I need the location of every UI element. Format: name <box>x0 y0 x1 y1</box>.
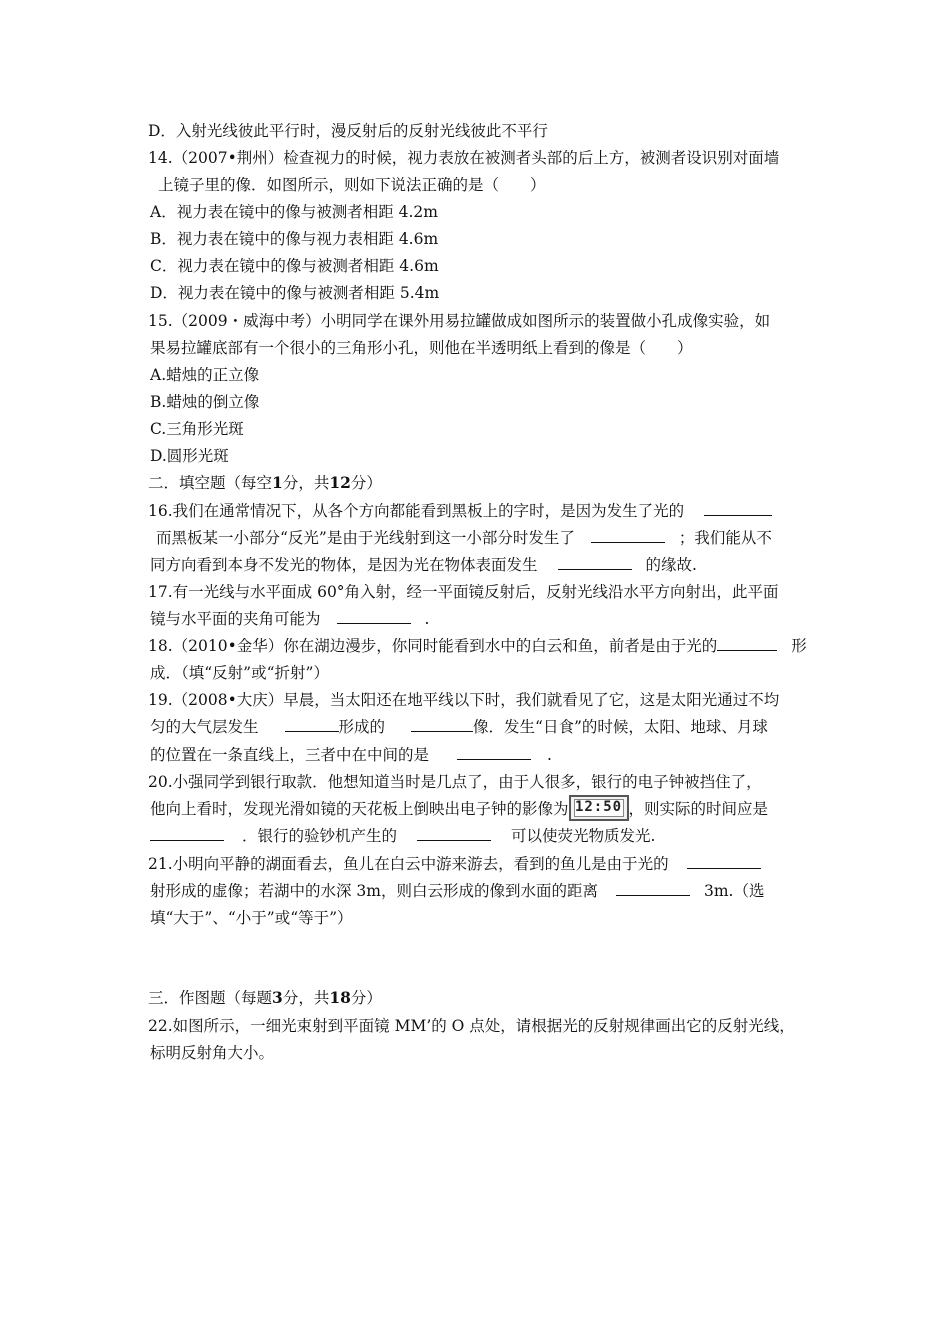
q16-line1: 16.我们在通常情况下，从各个方向都能看到黑板上的字时，是因为发生了光的 <box>148 501 772 521</box>
q17-line1: 17.有一光线与水平面成 60°角入射，经一平面镜反射后，反射光线沿水平方向射出，此平面 <box>148 583 779 601</box>
answer-blank[interactable] <box>417 826 491 841</box>
q19-line1: 19.（2008•大庆）早晨，当太阳还在地平线以下时，我们就看见了它，这是太阳光通过不均 <box>148 691 780 709</box>
q21-line2: 射形成的虚像；若湖中的水深 3m，则白云形成的像到水面的距离 3m.（选 <box>150 882 765 900</box>
q14-option-d: D．视力表在镜中的像与被测者相距 5.4m <box>150 284 440 302</box>
q15-option-c: C.三角形光斑 <box>150 420 244 438</box>
answer-blank[interactable] <box>337 609 411 624</box>
q15-stem-line1: 15.（2009・威海中考）小明同学在课外用易拉罐做成如图所示的装置做小孔成像实验，如 <box>148 312 771 330</box>
answer-blank[interactable] <box>411 717 473 732</box>
answer-blank[interactable] <box>457 745 531 760</box>
q15-option-d: D.圆形光斑 <box>150 447 229 465</box>
q20-line1: 20.小强同学到银行取款．他想知道当时是几点了，由于人很多，银行的电子钟被挡住了， <box>148 773 762 791</box>
answer-blank[interactable] <box>150 826 224 841</box>
clock-reading: 12:50 <box>574 799 623 815</box>
q15-option-b: B.蜡烛的倒立像 <box>150 393 260 411</box>
answer-blank[interactable] <box>717 636 777 651</box>
q20-line3: ．银行的验钞机产生的 可以使荧光物质发光. <box>150 826 655 846</box>
mirrored-clock-icon <box>569 795 629 821</box>
q15-stem-line2: 果易拉罐底部有一个很小的三角形小孔，则他在半透明纸上看到的像是（ ） <box>150 339 693 357</box>
q19-line3: 的位置在一条直线上，三者中在中间的是 . <box>150 746 552 764</box>
q21-line3: 填“大于”、“小于”或“等于”） <box>150 909 353 927</box>
q18-line1: 18.（2010•金华）你在湖边漫步，你同时能看到水中的白云和鱼，前者是由于光的 形 <box>148 637 807 655</box>
section-3-heading: 三．作图题（每题3分，共18分） <box>148 988 382 1007</box>
answer-blank[interactable] <box>558 555 632 570</box>
answer-blank[interactable] <box>687 854 761 869</box>
q22-line1: 22.如图所示，一细光束射到平面镜 MM’的 O 点处，请根据光的反射规律画出它的反射光线， <box>148 1017 795 1035</box>
answer-blank[interactable] <box>285 717 339 732</box>
answer-blank[interactable] <box>704 501 772 516</box>
q20-line2: 他向上看时，发现光滑如镜的天花板上倒映出电子钟的影像为 12:50 ，则实际的时间应是 <box>150 799 768 821</box>
q15-option-a: A.蜡烛的正立像 <box>150 366 260 384</box>
q18-line2: 成．（填“反射”或“折射”） <box>150 664 329 682</box>
q14-stem-line2: 上镜子里的像．如图所示，则如下说法正确的是（ ） <box>158 176 546 194</box>
q21-line1: 21.小明向平静的湖面看去，鱼儿在白云中游来游去，看到的鱼儿是由于光的 <box>148 854 761 874</box>
q14-option-c: C．视力表在镜中的像与被测者相距 4.6m <box>150 257 439 275</box>
answer-blank[interactable] <box>616 881 690 896</box>
q22-line2: 标明反射角大小。 <box>150 1044 275 1062</box>
q16-line3: 同方向看到本身不发光的物体，是因为光在物体表面发生 的缘故. <box>150 556 697 574</box>
q17-line2: 镜与水平面的夹角可能为 . <box>150 610 430 628</box>
q14-option-a: A．视力表在镜中的像与被测者相距 4.2m <box>150 203 438 221</box>
q13-option-d: D．入射光线彼此平行时，漫反射后的反射光线彼此不平行 <box>148 122 548 140</box>
q16-line2: 而黑板某一小部分“反光”是由于光线射到这一小部分时发生了 ；我们能从不 <box>156 529 772 547</box>
answer-blank[interactable] <box>591 528 665 543</box>
q14-option-b: B．视力表在镜中的像与视力表相距 4.6m <box>150 230 439 248</box>
q14-stem-line1: 14.（2007•荆州）检查视力的时候，视力表放在被测者头部的后上方，被测者设识别对面墙 <box>148 149 780 167</box>
q19-line2: 匀的大气层发生 形成的 像．发生“日食”的时候，太阳、地球、月球 <box>150 718 768 736</box>
section-2-heading: 二．填空题（每空1分，共12分） <box>148 473 382 492</box>
